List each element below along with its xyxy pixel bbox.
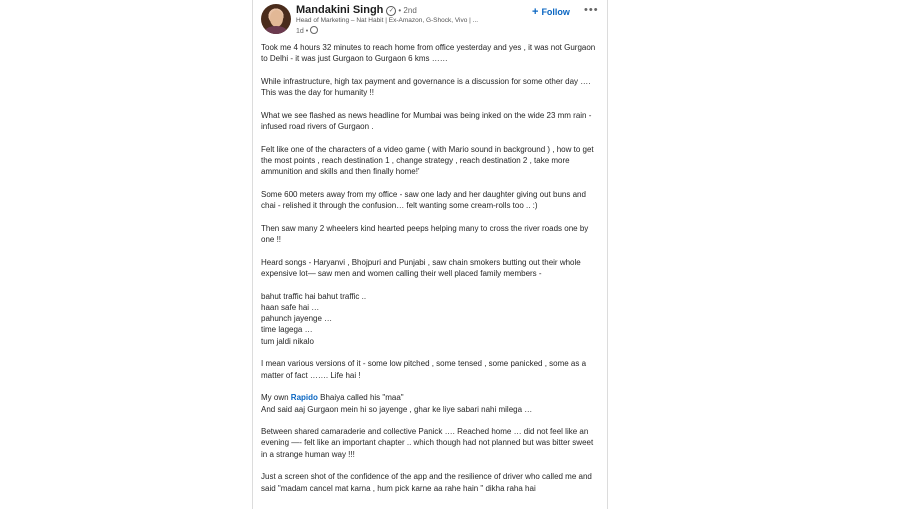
post-paragraph: While infrastructure, high tax payment and governance is a discussion for some other day …. This was the day for humanity !! [261, 76, 591, 98]
avatar-face [270, 10, 283, 27]
avatar-shirt [264, 26, 288, 34]
post-paragraph: Then saw many 2 wheelers kind hearted peeps helping many to cross the river roads one by one !! [261, 223, 589, 245]
post-body [261, 42, 601, 505]
connection-degree: • 2nd [398, 6, 417, 15]
rapido-paragraph [261, 392, 601, 415]
follow-label: Follow [541, 7, 570, 17]
post-time: 1d • [296, 28, 309, 35]
post-paragraph: Heard songs - Haryanvi , Bhojpuri and Punjabi , saw chain smokers butting out their whole expensive lot— saw men and women calling their well placed family members - [261, 257, 581, 278]
post-paragraph: Took me 4 hours 32 minutes to reach home from office yesterday and yes , it was not Gurgaon to Delhi - it was just Gurgaon to Gurgaon 6 kms …… [261, 43, 596, 64]
follow-button[interactable] [532, 6, 570, 18]
verified-icon: ✓ [386, 6, 396, 16]
rapido-text-before: My own [261, 393, 291, 403]
author-name[interactable]: Mandakini Singh [296, 4, 384, 16]
more-options-icon[interactable]: ••• [584, 4, 599, 16]
post-paragraph: Just a screen shot of the confidence of the app and the resilience of driver who called me and said "madam cancel mat karna , hum pick karne aa rahe hain " dikha raha hai [261, 472, 592, 493]
post-paragraph: Some 600 meters away from my office - saw one lady and her daughter giving out buns and chai - relished it through the confusion… felt wanting some cream-rolls too .. :) [261, 189, 586, 211]
post-paragraph-lines: bahut traffic hai bahut traffic .. haan safe hai … pahunch jayenge … time lagega … tum jaldi nikalo [261, 291, 367, 346]
author-headline: Head of Marketing – Nat Habit | Ex-Amazon, G-Shock, Vivo | ... [296, 17, 479, 24]
post-paragraph: I mean various versions of it - some low pitched , some tensed , some panicked , some as a matter of fact ……. Life hai ! [261, 359, 587, 380]
post-paragraph: Felt like one of the characters of a video game ( with Mario sound in background ) , how to get the most points , reach destination 1 , change strategy , reach destination 2 , take more ammunition and skills and then finally home!' [261, 144, 594, 177]
author-name-line [296, 4, 417, 16]
post-paragraph: What we see flashed as news headline for Mumbai was being inked on the wide 23 mm rain - infused road rivers of Gurgaon . [261, 110, 592, 132]
plus-icon: + [532, 6, 539, 18]
author-avatar[interactable] [261, 4, 291, 34]
rapido-text-after: Bhaiya called his "maa" [317, 393, 404, 403]
globe-icon [310, 26, 318, 34]
post-header [253, 0, 607, 38]
linkedin-post-card [252, 0, 608, 509]
rapido-mention-link[interactable]: Rapido [290, 393, 318, 403]
post-paragraph: Between shared camaraderie and collective Panick …. Reached home … did not feel like an evening —- felt like an important chapter .. which though had not planned but was bitter sweet in a strange human way !!! [261, 427, 594, 459]
rapido-text-line2: And said aaj Gurgaon mein hi so jayenge , ghar ke liye sabari nahi milega … [261, 404, 533, 414]
post-meta [296, 26, 318, 35]
